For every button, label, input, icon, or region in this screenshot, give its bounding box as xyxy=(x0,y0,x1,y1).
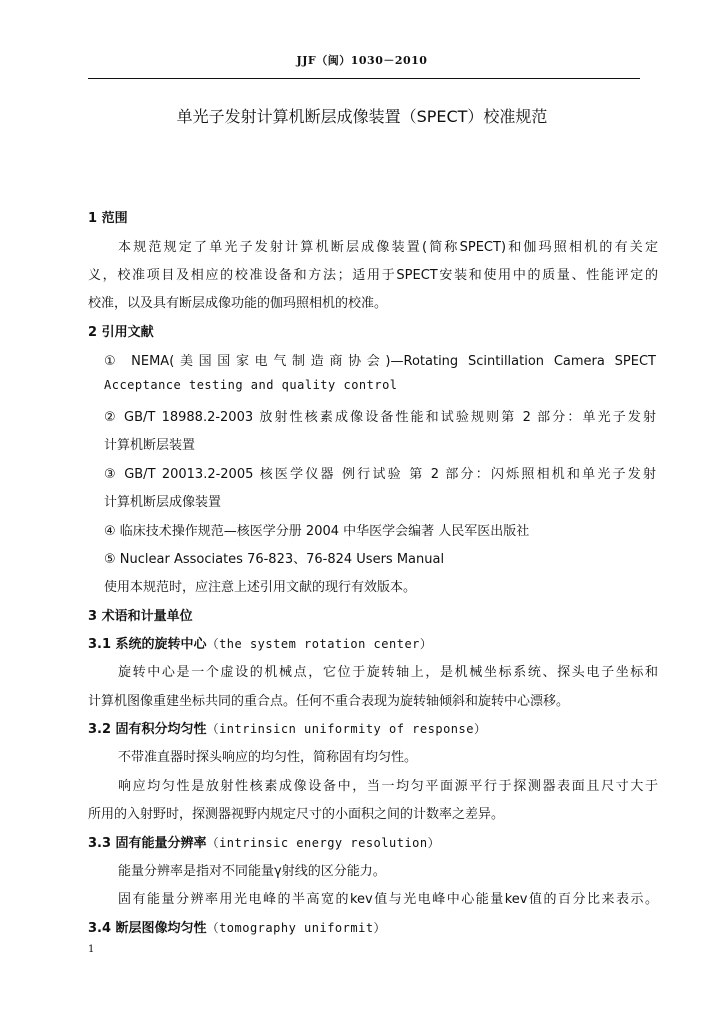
subsection-title: 3.1 系统的旋转中心 xyxy=(88,637,207,652)
section-3-heading: 3 术语和计量单位 xyxy=(88,609,193,624)
standard-code: JJF（闽）1030－2010 xyxy=(296,54,428,67)
reference-item: ④ 临床技术操作规范—核医学分册 2004 中华医学会编著 人民军医出版社 xyxy=(104,524,530,539)
subsection-3-2-heading xyxy=(88,718,658,737)
subsection-title: 3.2 固有积分均匀性 xyxy=(88,722,207,737)
subsection-english-term: （intrinsic energy resolution） xyxy=(206,836,441,850)
subsection-3-3-heading xyxy=(88,832,658,851)
paragraph-line: 本规范规定了单光子发射计算机断层成像装置(简称SPECT)和伽玛照相机的有关定 xyxy=(118,240,658,255)
paragraph-line: 不带准直器时探头响应的均匀性，简称固有均匀性。 xyxy=(118,750,418,765)
paragraph-line: 义，校准项目及相应的校准设备和方法；适用于SPECT安装和使用中的质量、性能评定的 xyxy=(88,268,658,283)
paragraph-line: 旋转中心是一个虚设的机械点，它位于旋转轴上，是机械坐标系统、探头电子坐标和 xyxy=(118,665,658,680)
paragraph-line: 所用的入射野时，探测器视野内规定尺寸的小面积之间的计数率之差异。 xyxy=(88,807,505,822)
paragraph-line: 能量分辨率是指对不同能量γ射线的区分能力。 xyxy=(118,864,386,879)
paragraph-line: 校准，以及具有断层成像功能的伽玛照相机的校准。 xyxy=(88,296,388,311)
document-title: 单光子发射计算机断层成像装置（SPECT）校准规范 xyxy=(176,107,548,126)
reference-item-cont: 计算机断层装置 xyxy=(104,438,196,453)
subsection-english-term: （the system rotation center） xyxy=(206,637,433,651)
header-rule xyxy=(88,78,640,79)
reference-item: ③ GB/T 20013.2-2005 核医学仪器 例行试验 第 2 部分：闪烁照相机和单光子发射 xyxy=(104,467,656,482)
subsection-title: 3.4 断层图像均匀性 xyxy=(88,921,207,936)
reference-item: ⑤ Nuclear Associates 76-823、76-824 Users Manual xyxy=(104,552,445,567)
subsection-3-4-heading xyxy=(88,917,658,936)
subsection-title: 3.3 固有能量分辨率 xyxy=(88,836,207,851)
section-2-heading: 2 引用文献 xyxy=(88,325,154,340)
paragraph-line: 响应均匀性是放射性核素成像设备中，当一均匀平面源平行于探测器表面且尺寸大于 xyxy=(118,779,658,794)
subsection-3-1-heading xyxy=(88,633,658,652)
reference-item: ① NEMA(美国国家电气制造商协会)—Rotating Scintillation Camera SPECT xyxy=(104,354,656,369)
paragraph-line: 计算机图像重建坐标共同的重合点。任何不重合表现为旋转轴倾斜和旋转中心漂移。 xyxy=(88,694,570,709)
section-1-heading: 1 范围 xyxy=(88,211,128,226)
paragraph-line: 固有能量分辨率用光电峰的半高宽的kev值与光电峰中心能量kev值的百分比来表示。 xyxy=(118,892,658,907)
reference-item: ② GB/T 18988.2-2003 放射性核素成像设备性能和试验规则第 2 部分：单光子发射 xyxy=(104,410,656,425)
subsection-english-term: （tomography uniformit） xyxy=(206,921,387,935)
reference-note: 使用本规范时，应注意上述引用文献的现行有效版本。 xyxy=(104,580,417,595)
reference-item-cont: Acceptance testing and quality control xyxy=(104,378,398,392)
reference-item-cont: 计算机断层成像装置 xyxy=(104,495,222,510)
subsection-english-term: （intrinsicn uniformity of response） xyxy=(206,722,487,736)
page-number: 1 xyxy=(88,944,95,955)
